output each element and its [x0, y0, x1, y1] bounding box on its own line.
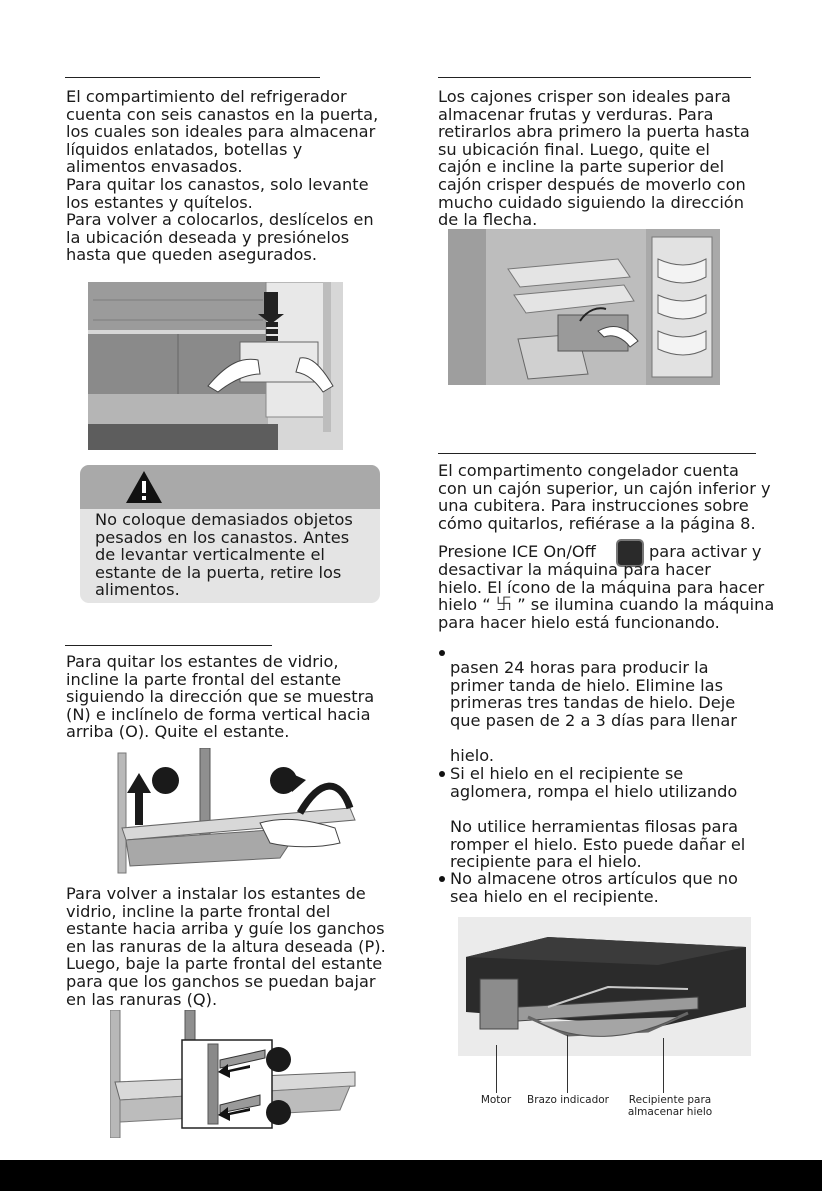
bullet-dot — [439, 876, 445, 882]
section-rule-door-baskets — [65, 77, 320, 78]
section-rule-glass-shelves — [65, 645, 272, 646]
bullet1-tail: hielo. — [450, 746, 494, 765]
ice-instruction-paragraph: desactivar la máquina para hacer hielo. El ícono de la máquina para hacer hielo “ ࿕ ” se ilumina cuando la máquina para hacer hielo está funcionando. — [438, 560, 775, 632]
glass-shelves-paragraph: Para quitar los estantes de vidrio, incline la parte frontal del estante siguiendo la dirección que se muestra (N) e inclínelo de forma vertical hacia arriba (O). Quite el estante. — [66, 652, 375, 742]
label-indicator-arm: Brazo indicador — [527, 1094, 609, 1106]
crisper-paragraph: Los cajones crisper son ideales para almacenar frutas y verduras. Para retirarlos abra primero la puerta hasta su ubicación final. Luego, quite el cajón e incline la parte superior del cajón crisper después de moverlo con mucho cuidado siguiendo la dirección de la flecha. — [438, 87, 750, 230]
step-o-marker — [270, 767, 297, 794]
section-rule-crisper — [438, 77, 751, 78]
label-motor: Motor — [480, 1094, 512, 1106]
bullet3-text: No almacene otros artículos que no sea hielo en el recipiente. — [450, 869, 738, 906]
callout-line-motor — [496, 1045, 497, 1093]
freezer-paragraph: El compartimento congelador cuenta con un cajón superior, un cajón inferior y una cubitera. Para instrucciones sobre cómo quitarlos, refiérase a la página 8. — [438, 461, 771, 533]
door-basket-illustration — [88, 282, 343, 450]
bullet-dot — [439, 650, 445, 656]
glass-shelf-removal-illustration — [110, 748, 360, 878]
callout-line-arm — [567, 1035, 568, 1093]
bullet2-tail: No utilice herramientas filosas para romper el hielo. Esto puede dañar el recipiente para el hielo. — [450, 817, 746, 872]
shelf-reinstall-illustration — [110, 1010, 360, 1138]
step-p-marker — [266, 1047, 291, 1072]
warning-text: No coloque demasiados objetos pesados en los canastos. Antes de levantar verticalmente el estante de la puerta, retire los alimentos. — [95, 510, 353, 600]
bullet-dot — [439, 771, 445, 777]
section-rule-freezer — [438, 453, 756, 454]
step-n-marker — [152, 767, 179, 794]
bullet1-text: pasen 24 horas para producir la primer tanda de hielo. Elimine las primeras tres tandas de hielo. Deje que pasen de 2 a 3 días para llenar — [450, 658, 737, 730]
bullet2-text: Si el hielo en el recipiente se aglomera, rompa el hielo utilizando — [450, 764, 738, 801]
door-baskets-paragraph: El compartimiento del refrigerador cuenta con seis canastos en la puerta, los cuales son ideales para almacenar líquidos enlatados, botellas y alimentos envasados. Para quitar los canastos, solo levante los estantes y quítelos. Para volver a colocarlos, deslícelos en la ubicación deseada y presiónelos hasta que queden asegurados. — [66, 87, 379, 265]
footer-bar — [0, 1160, 822, 1191]
step-q-marker — [266, 1100, 291, 1125]
warning-box — [80, 465, 380, 603]
warning-header — [80, 465, 380, 509]
label-ice-bin: Recipiente para almacenar hielo — [627, 1094, 713, 1118]
warning-triangle-icon — [124, 469, 164, 505]
callout-line-bin — [663, 1038, 664, 1093]
ice-instruction-line1-start: Presione ICE On/Off — [438, 542, 596, 561]
crisper-drawer-illustration — [448, 229, 720, 385]
ice-instruction-line1-end: para activar y — [649, 542, 762, 561]
reinstall-shelf-paragraph: Para volver a instalar los estantes de vidrio, incline la parte frontal del estante hacia arriba y guíe los ganchos en las ranuras de la altura deseada (P). Luego, baje la parte frontal del estante para que los ganchos se puedan bajar en las ranuras (Q). — [66, 884, 386, 1009]
ice-maker-illustration — [458, 917, 751, 1056]
